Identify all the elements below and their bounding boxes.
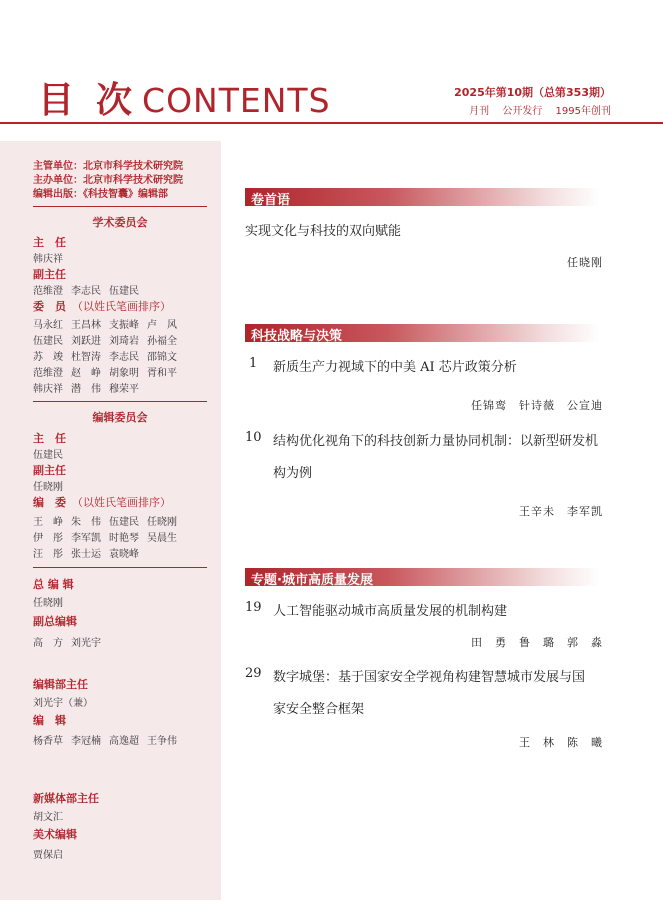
editorial-members-row <box>33 513 185 528</box>
divider <box>33 401 207 402</box>
editorial-committee-title: 编辑委员会 <box>92 411 148 424</box>
art-editor: 贾保启 <box>33 850 63 861</box>
name: 韩庆祥 <box>33 384 63 395</box>
name: 苏 竣 <box>33 352 63 363</box>
article-title-cont[interactable]: 家安全整合框架 <box>273 702 365 717</box>
article-title[interactable]: 结构优化视角下的科技创新力量协同机制：以新型研发机 <box>273 434 599 449</box>
name: 李志民 <box>71 286 101 297</box>
section-name: 科技战略与决策 <box>251 329 343 344</box>
art-editor-label: 美术编辑 <box>33 828 77 841</box>
name: 汪 彤 <box>33 549 63 560</box>
section-header <box>245 188 600 206</box>
name: 马永红 <box>33 320 63 331</box>
name: 范维澄 <box>33 286 63 297</box>
section-header <box>245 324 600 342</box>
members-label: 委 员 <box>33 300 66 313</box>
academic-members-label <box>33 298 171 314</box>
name: 孙福全 <box>147 336 177 347</box>
name: 伍建民 <box>109 286 139 297</box>
name: 王 峥 <box>33 517 63 528</box>
name: 李志民 <box>109 352 139 363</box>
name: 高 方 <box>33 638 63 649</box>
name: 胡象明 <box>109 368 139 379</box>
article-authors: 王 林 陈 曦 <box>519 736 603 749</box>
article-page: 29 <box>245 666 262 681</box>
name: 刘跃进 <box>71 336 101 347</box>
header-rule <box>0 122 663 124</box>
name: 伍建民 <box>33 336 63 347</box>
section-header <box>245 568 600 586</box>
org-line-publisher: 编辑出版：《科技智囊》编辑部 <box>33 189 168 200</box>
academic-members-row <box>33 316 185 331</box>
name: 刘光宇 <box>71 638 101 649</box>
divider <box>33 206 207 207</box>
editors <box>33 732 185 747</box>
name: 李军凯 <box>71 533 101 544</box>
name: 范维澄 <box>33 368 63 379</box>
article-authors: 王辛未 李军凯 <box>519 505 603 518</box>
members-label: 编 委 <box>33 496 66 509</box>
name: 刘琦岩 <box>109 336 139 347</box>
name: 杨香草 <box>33 736 63 747</box>
chief-editor: 任晓刚 <box>33 598 63 609</box>
name: 任晓刚 <box>147 517 177 528</box>
editorial-deputy: 任晓刚 <box>33 482 63 493</box>
section-name: 专题·城市高质量发展 <box>251 573 373 588</box>
article-authors: 田 勇 鲁 璐 郭 淼 <box>471 636 603 649</box>
article-page: 1 <box>249 356 258 371</box>
academic-members-row <box>33 364 185 379</box>
name: 支振峰 <box>109 320 139 331</box>
name: 高逸超 <box>109 736 139 747</box>
article-page: 10 <box>245 430 262 445</box>
editorial-members-label <box>33 494 171 510</box>
article-title[interactable]: 人工智能驱动城市高质量发展的机制构建 <box>273 604 508 619</box>
name: 穆荣平 <box>109 384 139 395</box>
name: 袁晓峰 <box>109 549 139 560</box>
members-note: （以姓氏笔画排序） <box>72 496 171 509</box>
article-title-cont[interactable]: 构为例 <box>273 466 313 481</box>
frequency: 月刊 <box>469 106 490 117</box>
founded: 1995年创刊 <box>555 106 611 117</box>
editors-label: 编 辑 <box>33 714 66 727</box>
deputy-chief-label: 副总编辑 <box>33 615 77 628</box>
dept-head-label: 编辑部主任 <box>33 678 88 691</box>
name: 李冠楠 <box>71 736 101 747</box>
new-media-label: 新媒体部主任 <box>33 792 99 805</box>
academic-director-label: 主 任 <box>33 236 66 249</box>
article-title[interactable]: 实现文化与科技的双向赋能 <box>245 224 402 239</box>
name: 王昌林 <box>71 320 101 331</box>
title-cn-char-2: 次 <box>96 80 133 121</box>
article-title[interactable]: 新质生产力视域下的中美 AI 芯片政策分析 <box>273 360 517 375</box>
academic-members-row <box>33 332 185 347</box>
article-authors: 任晓刚 <box>567 256 603 269</box>
publication-info <box>459 102 611 117</box>
page-title <box>38 72 331 121</box>
org-line-sponsor: 主管单位：北京市科学技术研究院 <box>33 161 183 172</box>
name: 卢 风 <box>147 320 177 331</box>
issue-info: 2025年第10期（总第353期） <box>454 86 611 99</box>
new-media-head: 胡文汇 <box>33 812 63 823</box>
editorial-members-row <box>33 545 147 560</box>
article-authors: 任锦鸾 针诗薇 公宣迪 <box>471 399 603 412</box>
name: 赵 峥 <box>71 368 101 379</box>
editorial-director: 伍建民 <box>33 450 63 461</box>
name: 朱 伟 <box>71 517 101 528</box>
members-note: （以姓氏笔画排序） <box>72 300 171 313</box>
editorial-deputy-label: 副主任 <box>33 464 66 477</box>
editorial-members-row <box>33 529 185 544</box>
academic-committee-title: 学术委员会 <box>92 216 148 229</box>
name: 王争伟 <box>147 736 177 747</box>
academic-deputy-label: 副主任 <box>33 268 66 281</box>
name: 吴晨生 <box>147 533 177 544</box>
deputy-chiefs <box>33 634 109 649</box>
dept-head: 刘光宇（兼） <box>33 698 93 709</box>
title-en: CONTENTS <box>142 81 331 120</box>
divider <box>33 567 207 568</box>
name: 伊 彤 <box>33 533 63 544</box>
name: 潜 伟 <box>71 384 101 395</box>
name: 伍建民 <box>109 517 139 528</box>
name: 时艳琴 <box>109 533 139 544</box>
distribution: 公开发行 <box>502 106 543 117</box>
org-line-host: 主办单位：北京市科学技术研究院 <box>33 175 183 186</box>
section-name: 卷首语 <box>251 193 291 208</box>
name: 邵锦文 <box>147 352 177 363</box>
academic-deputies <box>33 282 147 297</box>
academic-director: 韩庆祥 <box>33 254 63 265</box>
article-page: 19 <box>245 600 262 615</box>
name: 胥和平 <box>147 368 177 379</box>
academic-members-row <box>33 348 185 363</box>
academic-members-row <box>33 380 147 395</box>
editorial-director-label: 主 任 <box>33 432 66 445</box>
name: 张士运 <box>71 549 101 560</box>
article-title[interactable]: 数字城堡：基于国家安全学视角构建智慧城市发展与国 <box>273 670 586 685</box>
name: 杜智涛 <box>71 352 101 363</box>
chief-editor-label: 总 编 辑 <box>33 578 74 591</box>
title-cn-char-1: 目 <box>38 80 75 121</box>
